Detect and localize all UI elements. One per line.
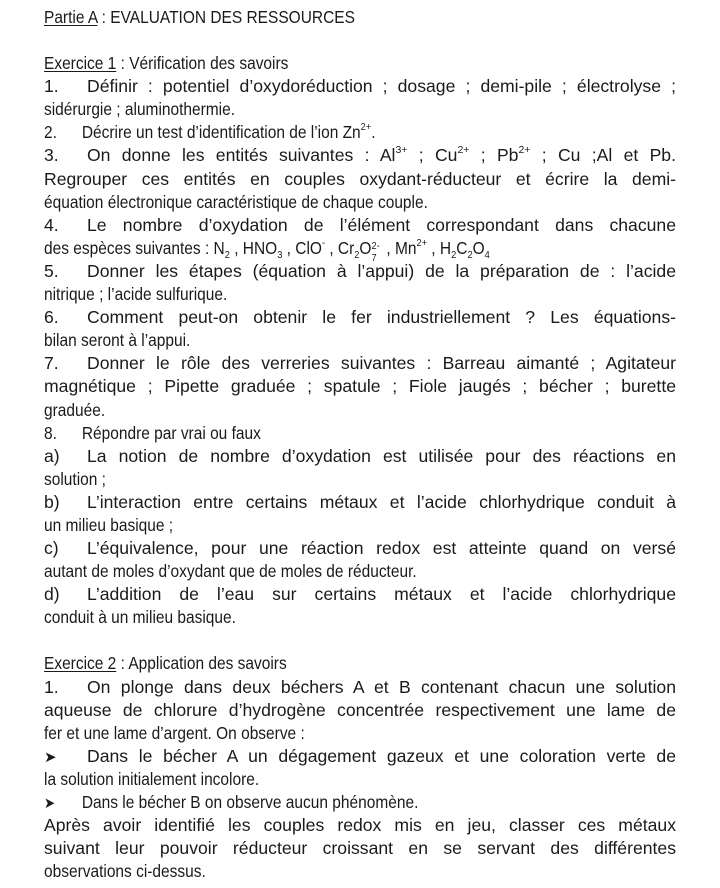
observation-bullet-a: ➤ Dans le bécher A un dégagement gazeux et une coloration verte de bbox=[44, 745, 676, 768]
question-1-line: 1. Définir : potentiel d’oxydoréduction ; dosage ; demi-pile ; électrolyse ; bbox=[44, 76, 676, 97]
part-heading bbox=[44, 6, 676, 29]
ex2-question-1-line: fer et une lame d’argent. On observe : bbox=[44, 722, 305, 743]
exercise-2-label: Exercice 2 bbox=[44, 653, 117, 674]
document-page bbox=[44, 6, 676, 883]
conclusion-line: suivant leur pouvoir réducteur croissant en se servant des différentes bbox=[44, 838, 676, 859]
exercise-2-heading bbox=[44, 652, 676, 675]
question-5-line: nitrique ; l’acide sulfurique. bbox=[44, 284, 228, 305]
exercise-1-label: Exercice 1 bbox=[44, 53, 117, 74]
question-6-line: bilan seront à l’appui. bbox=[44, 330, 191, 351]
true-false-item-b: un milieu basique ; bbox=[44, 514, 174, 535]
question-7-line: graduée. bbox=[44, 399, 106, 420]
question-2: 2. Décrire un test d’identification de l’ion $Zn^{2+}$. bbox=[44, 121, 376, 143]
true-false-item-a: solution ; bbox=[44, 468, 106, 489]
observation-bullet-a: la solution initialement incolore. bbox=[44, 768, 260, 789]
true-false-item-a: a) La notion de nombre d’oxydation est utilisée pour des réactions en bbox=[44, 445, 676, 466]
part-title: : EVALUATION DES RESSOURCES bbox=[97, 7, 355, 27]
exercise-2-title: : Application des savoirs bbox=[116, 653, 287, 674]
question-4-formulas: des espèces suivantes : $N_2$ , $HNO_3$ , ClO- , $Cr_2O$ 2- 7 , $Mn^{2+}$ , $H_2C_2O_4$ bbox=[44, 236, 490, 264]
question-7-line: 7. Donner le rôle des verreries suivantes : Barreau aimanté ; Agitateur bbox=[44, 353, 676, 374]
question-3-line: équation électronique caractéristique de chaque couple. bbox=[44, 191, 428, 212]
true-false-item-c: autant de moles d’oxydant que de moles de réducteur. bbox=[44, 561, 417, 582]
conclusion-line: observations ci-dessus. bbox=[44, 861, 206, 882]
true-false-item-c: c) L’équivalence, pour une réaction redox est atteinte quand on versé bbox=[44, 538, 676, 559]
conclusion-line: Après avoir identifié les couples redox mis en jeu, classer ces métaux bbox=[44, 815, 676, 836]
question-4-line: 4. Le nombre d’oxydation de l’élément correspondant dans chacune bbox=[44, 214, 676, 235]
ex2-question-1-line: aqueuse de chlorure d’hydrogène concentrée respectivement une lame de bbox=[44, 699, 676, 720]
true-false-item-d: d) L’addition de l’eau sur certains métaux et l’acide chlorhydrique bbox=[44, 584, 676, 605]
question-7-line: magnétique ; Pipette graduée ; spatule ; Fiole jaugés ; bécher ; burette bbox=[44, 376, 676, 397]
ex2-question-1-line: 1. On plonge dans deux béchers A et B contenant chacun une solution bbox=[44, 676, 676, 697]
observation-bullet-b: ➤ Dans le bécher B on observe aucun phénomène. bbox=[44, 791, 676, 814]
question-6-line: 6. Comment peut-on obtenir le fer industriellement ? Les équations- bbox=[44, 307, 676, 328]
question-5-line: 5. Donner les étapes (équation à l’appui) de la préparation de : l’acide bbox=[44, 260, 676, 281]
part-label: Partie A bbox=[44, 7, 98, 27]
exercise-1-title: : Vérification des savoirs bbox=[116, 53, 289, 74]
exercise-1-heading bbox=[44, 52, 676, 75]
question-3-line: 3. On donne les entités suivantes : $Al^{3+}$ ; $Cu^{2+}$ ; $Pb^{2+}$ ; Cu ;Al et Pb. bbox=[44, 144, 676, 166]
true-false-item-b: b) L’interaction entre certains métaux et l’acide chlorhydrique conduit à bbox=[44, 491, 676, 512]
question-3-line: Regrouper ces entités en couples oxydant-réducteur et écrire la demi- bbox=[44, 168, 676, 189]
arrow-bullet-icon: ➤ bbox=[44, 748, 57, 766]
question-1-line: sidérurgie ; aluminothermie. bbox=[44, 99, 236, 120]
true-false-item-d: conduit à un milieu basique. bbox=[44, 607, 236, 628]
arrow-bullet-icon: ➤ bbox=[44, 795, 56, 812]
question-8: 8. Répondre par vrai ou faux bbox=[44, 422, 261, 443]
